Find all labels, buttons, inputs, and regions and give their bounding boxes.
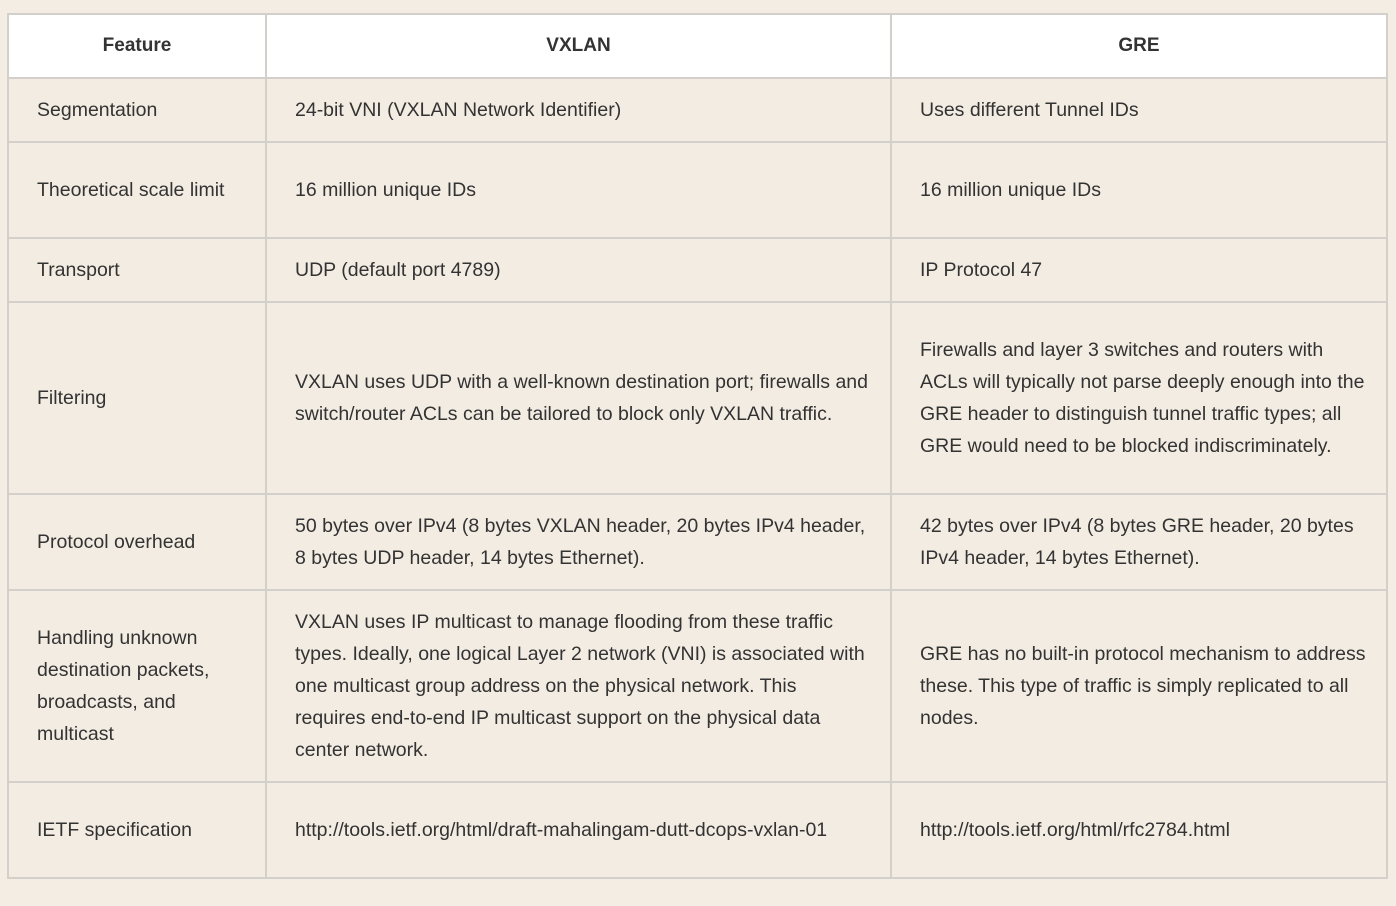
gre-cell: 16 million unique IDs	[891, 142, 1387, 238]
table-body	[8, 78, 1387, 878]
header-feature: Feature	[8, 14, 266, 78]
gre-cell: 42 bytes over IPv4 (8 bytes GRE header, 20 bytes IPv4 header, 14 bytes Ethernet).	[891, 494, 1387, 590]
comparison-table-container	[7, 13, 1388, 879]
gre-cell: Firewalls and layer 3 switches and routers with ACLs will typically not parse deeply enough into the GRE header to distinguish tunnel traffic types; all GRE would need to be blocked indiscriminately.	[891, 302, 1387, 494]
table-row	[8, 238, 1387, 302]
gre-spec-link: http://tools.ietf.org/html/rfc2784.html	[891, 782, 1387, 878]
table-row	[8, 78, 1387, 142]
feature-cell: Transport	[8, 238, 266, 302]
comparison-table	[7, 13, 1388, 879]
gre-cell: GRE has no built-in protocol mechanism to address these. This type of traffic is simply replicated to all nodes.	[891, 590, 1387, 782]
feature-cell: Handling unknown destination packets, broadcasts, and multicast	[8, 590, 266, 782]
vxlan-cell: UDP (default port 4789)	[266, 238, 891, 302]
vxlan-cell: VXLAN uses UDP with a well-known destination port; firewalls and switch/router ACLs can be tailored to block only VXLAN traffic.	[266, 302, 891, 494]
table-row	[8, 590, 1387, 782]
table-row	[8, 494, 1387, 590]
table-row	[8, 782, 1387, 878]
feature-cell: Filtering	[8, 302, 266, 494]
vxlan-cell: VXLAN uses IP multicast to manage flooding from these traffic types. Ideally, one logical Layer 2 network (VNI) is associated with one multicast group address on the physical network. This requires end-to-end IP multicast support on the physical data center network.	[266, 590, 891, 782]
vxlan-cell: 24-bit VNI (VXLAN Network Identifier)	[266, 78, 891, 142]
table-row	[8, 142, 1387, 238]
gre-cell: IP Protocol 47	[891, 238, 1387, 302]
feature-cell: Segmentation	[8, 78, 266, 142]
header-vxlan: VXLAN	[266, 14, 891, 78]
header-row	[8, 14, 1387, 78]
gre-cell: Uses different Tunnel IDs	[891, 78, 1387, 142]
vxlan-cell: 16 million unique IDs	[266, 142, 891, 238]
feature-cell: Theoretical scale limit	[8, 142, 266, 238]
feature-cell: IETF specification	[8, 782, 266, 878]
table-row	[8, 302, 1387, 494]
header-gre: GRE	[891, 14, 1387, 78]
table-header	[8, 14, 1387, 78]
vxlan-cell: 50 bytes over IPv4 (8 bytes VXLAN header, 20 bytes IPv4 header, 8 bytes UDP header, 14 bytes Ethernet).	[266, 494, 891, 590]
feature-cell: Protocol overhead	[8, 494, 266, 590]
vxlan-spec-link: http://tools.ietf.org/html/draft-mahalingam-dutt-dcops-vxlan-01	[266, 782, 891, 878]
